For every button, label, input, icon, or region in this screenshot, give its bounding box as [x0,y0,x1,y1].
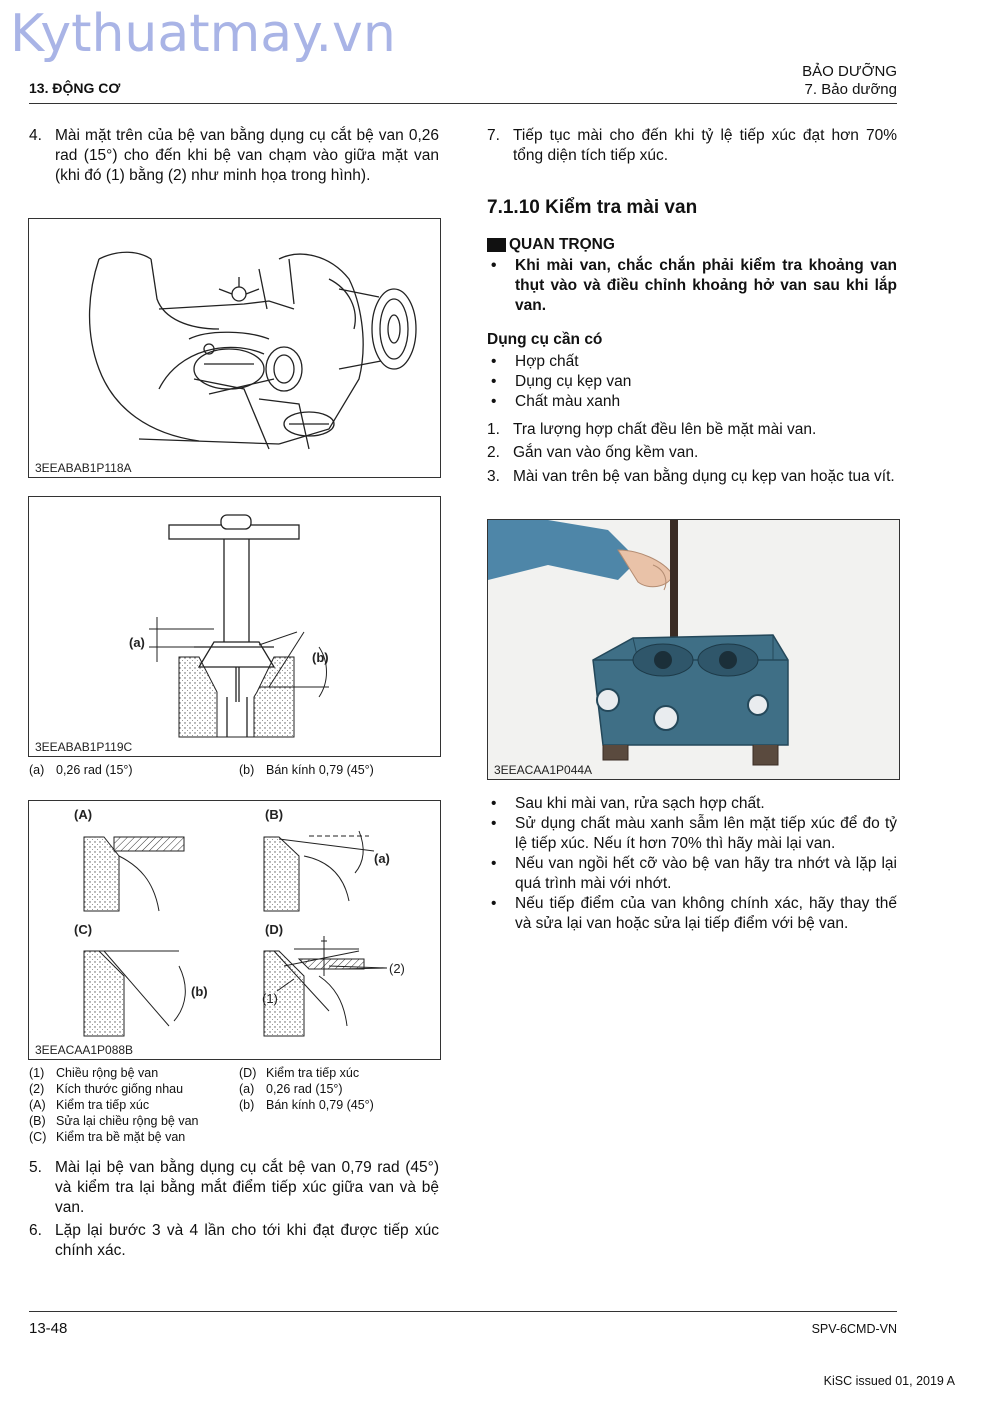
tool-item [487,372,897,392]
note-item [487,794,897,814]
caption-item [239,762,439,778]
header-right-title: BẢO DƯỠNG [802,63,897,80]
step-number: 5. [29,1159,42,1176]
step-text: Mài lại bệ van bằng dụng cụ cắt bệ van 0,79 rad (45°) và kiểm tra lại bằng mắt điểm tiếp xúc giữa van và bệ van. [55,1159,439,1216]
caption-item [239,1097,439,1113]
label-A: (A) [74,807,93,822]
step-number: 6. [29,1222,42,1239]
caption-key: (b) [239,1098,255,1112]
figure-contact-check [28,800,441,1060]
label-b: (b) [191,984,208,999]
issue-note: KiSC issued 01, 2019 A [823,1374,955,1388]
note-text: Nếu van ngồi hết cỡ vào bệ van hãy tra nhớt và lặp lại quá trình mài với nhớt. [515,855,897,892]
step-text: Tiếp tục mài cho đến khi tỷ lệ tiếp xúc đạt hơn 70% tổng diện tích tiếp xúc. [513,127,897,164]
step-number: 7. [487,127,500,144]
caption-key: (a) [29,763,45,777]
step-text: Mài van trên bệ van bằng dụng cụ kẹp van hoặc tua vít. [513,468,895,485]
label-D: (D) [265,922,284,937]
step-6 [29,1221,439,1261]
note-item [487,894,897,934]
caption-text: Chiều rộng bệ van [56,1066,159,1080]
header-rule [29,103,897,104]
page-number: 13-48 [29,1320,68,1337]
caption-key: (C) [29,1130,47,1144]
bullet-icon: • [491,895,497,912]
step-text: Tra lượng hợp chất đều lên bề mặt mài van. [513,421,817,438]
figure-cutter-section [28,496,441,757]
important-label-row [487,236,897,254]
step-number: 4. [29,127,42,144]
label-B: (B) [265,807,284,822]
label-C: (C) [74,922,93,937]
step-4 [29,126,439,186]
caption-text: Kích thước giống nhau [56,1082,184,1096]
caption-key: (A) [29,1098,46,1112]
label-a: (a) [129,635,145,650]
caption-key: (1) [29,1066,45,1080]
tool-item [487,352,897,372]
step-number: 3. [487,468,500,485]
caption-item [29,1065,239,1081]
bullet-icon: • [491,257,497,274]
label-2: (2) [389,961,405,976]
caption-item [29,1097,239,1113]
tools-title: Dụng cụ cần có [487,331,603,348]
caption-key: (b) [239,763,255,777]
photo-valve-lapping-drawing [488,520,899,779]
caption-text: Kiểm tra bề mặt bệ van [56,1130,186,1144]
note-text: Sử dụng chất màu xanh sẫm lên mặt tiếp xúc để đo tỷ lệ tiếp xúc. Nếu ít hơn 70% thì hãy mài lại van. [515,815,897,852]
step-5 [29,1158,439,1218]
important-text: Khi mài van, chắc chắn phải kiểm tra khoảng van thụt vào và điều chỉnh khoảng hở van sau khi lắp van. [515,257,897,314]
caption-item [29,1081,239,1097]
caption-text: Kiểm tra tiếp xúc [56,1098,150,1112]
caption-text: 0,26 rad (15°) [266,1082,343,1096]
bullet-icon: • [491,815,497,832]
caption-text: Sửa lại chiều rộng bệ van [56,1114,199,1128]
caption-text: Bán kính 0,79 (45°) [266,1098,374,1112]
figure-code: 3EEACAA1P044A [494,763,593,777]
tool-text: Dụng cụ kẹp van [515,373,632,390]
caption-item [29,1129,239,1145]
step-number: 2. [487,444,500,461]
step-number: 1. [487,421,500,438]
bullet-icon: • [491,353,497,370]
figure-contact-check-drawing [29,801,440,1059]
label-b: (b) [312,650,329,665]
footer-rule [29,1311,897,1312]
step-text: Lặp lại bước 3 và 4 lần cho tới khi đạt được tiếp xúc chính xác. [55,1222,439,1259]
bullet-icon: • [491,393,497,410]
caption-key: (D) [239,1066,257,1080]
figure-code: 3EEACAA1P088B [35,1043,134,1057]
caption-key: (2) [29,1082,45,1096]
step-text: Mài mặt trên của bệ van bằng dụng cụ cắt bệ van 0,26 rad (15°) cho đến khi bệ van chạm vào giữa mặt van (khi đó (1) bằng (2) như minh họa trong hình). [55,127,439,184]
important-label: QUAN TRỌNG [509,236,615,253]
caption-item [239,1081,439,1097]
caption-item [239,1065,439,1081]
header-right [802,63,897,99]
caption-key: (a) [239,1082,255,1096]
caption-key: (B) [29,1114,46,1128]
note-item [487,814,897,854]
caption-right-list [239,1065,439,1113]
figure-seat-cutter-drawing [29,219,440,477]
figure-cutter-section-drawing [29,497,440,756]
caption-text: Kiểm tra tiếp xúc [266,1066,360,1080]
bullet-icon: • [491,855,497,872]
tool-text: Hợp chất [515,353,579,370]
note-text: Sau khi mài van, rửa sạch hợp chất. [515,795,765,812]
watermark-logo: Kythuatmay.vn [10,4,396,64]
tool-text: Chất màu xanh [515,393,621,410]
figure-seat-cutter [28,218,441,478]
important-item [487,256,897,316]
caption-text: Bán kính 0,79 (45°) [266,763,374,777]
caption-text: 0,26 rad (15°) [56,763,133,777]
label-a: (a) [374,851,390,866]
doc-code: SPV-6CMD-VN [811,1322,897,1336]
note-text: Nếu tiếp điểm của van không chính xác, hãy thay thế và sửa lại van hoặc sửa lại tiếp điểm với bệ van. [515,895,897,932]
important-box [487,236,897,316]
figure-code: 3EEABAB1P119C [35,740,133,754]
grind-step-3 [487,467,897,487]
bullet-icon: • [491,795,497,812]
section-title: 13. ĐỘNG CƠ [29,80,121,96]
caption-left-list [29,1065,239,1145]
figure-code: 3EEABAB1P118A [35,461,132,475]
section-heading: 7.1.10 Kiểm tra mài van [487,197,698,218]
note-item [487,854,897,894]
caption-item [29,1113,239,1129]
important-icon [487,238,506,252]
grind-step-2 [487,443,897,463]
caption-item [29,762,229,778]
step-text: Gắn van vào ống kềm van. [513,444,699,461]
tool-item [487,392,897,412]
step-7 [487,126,897,166]
header-right-subtitle: 7. Bảo dưỡng [804,81,897,98]
photo-valve-lapping [487,519,900,780]
grind-step-1 [487,420,897,440]
bullet-icon: • [491,373,497,390]
label-1: (1) [262,991,278,1006]
